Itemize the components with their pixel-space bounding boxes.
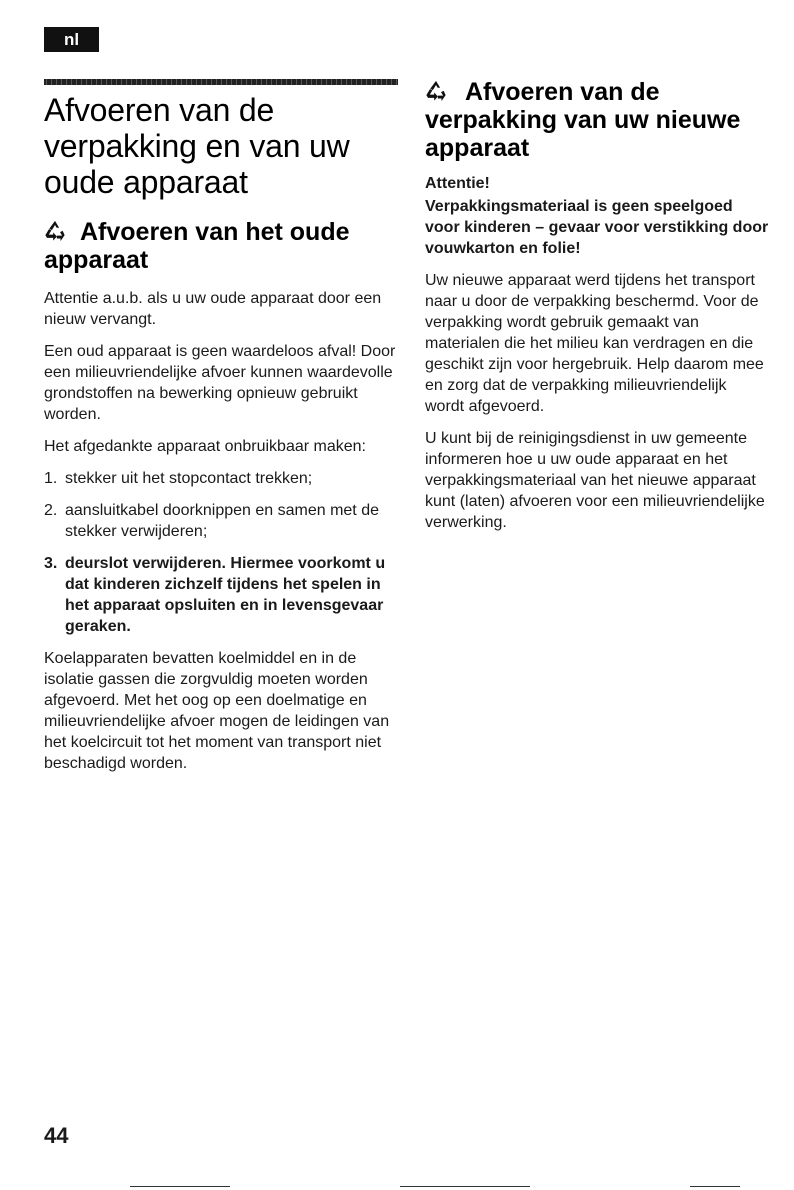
section-heading-text: Afvoeren van de verpakking van uw nieuwe apparaat (425, 78, 741, 162)
section-heading-packaging (425, 78, 770, 162)
disable-steps-list (44, 468, 396, 637)
footer-line (400, 1186, 530, 1187)
attention-label: Attentie! (425, 175, 490, 192)
language-tab: nl (44, 27, 99, 52)
list-number: 2. (44, 502, 58, 519)
paragraph: Uw nieuwe apparaat werd tijdens het transport naar u door de verpakking beschermd. Voor de verpakking wordt gebruik gemaakt van materialen die het milieu kan verdragen en die geschikt zijn voor hergebruik. Help daarom mee en zorg dat de verpakking milieuvriendelijk wordt afgevoerd. (425, 272, 764, 415)
page-title: Afvoeren van de verpakking en van uw oude apparaat (44, 92, 350, 200)
footer-line (690, 1186, 740, 1187)
right-column (425, 78, 770, 533)
paragraph: U kunt bij de reinigingsdienst in uw gemeente informeren hoe u uw oude apparaat en het verpakkingsmateriaal van het nieuwe apparaat kunt (laten) afvoeren voor een milieuvriendelijke verwerking. (425, 430, 765, 531)
section-heading-text: Afvoeren van het oude apparaat (44, 218, 350, 274)
left-column (44, 92, 396, 774)
paragraph: Het afgedankte apparaat onbruikbaar maken: (44, 438, 366, 455)
warning-text: Verpakkingsmateriaal is geen speelgoed voor kinderen – gevaar voor verstikking door vouwkarton en folie! (425, 198, 769, 257)
list-text: stekker uit het stopcontact trekken; (65, 470, 313, 487)
page-number: 44 (44, 1123, 69, 1148)
footer-line (130, 1186, 230, 1187)
paragraph: Attentie a.u.b. als u uw oude apparaat door een nieuw vervangt. (44, 290, 382, 328)
header-rule (44, 79, 398, 85)
paragraph: Een oud apparaat is geen waardeloos afval! Door een milieuvriendelijke afvoer kunnen waardevolle grondstoffen na bewerking opnieuw gebruikt worden. (44, 343, 396, 423)
list-item (44, 500, 396, 542)
list-text: aansluitkabel doorknippen en samen met de stekker verwijderen; (65, 502, 379, 540)
list-text: deurslot verwijderen. Hiermee voorkomt u dat kinderen zichzelf tijdens het spelen in het apparaat opsluiten en in levensgevaar geraken. (65, 555, 386, 635)
paragraph: Koelapparaten bevatten koelmiddel en in de isolatie gassen die zorgvuldig moeten worden afgevoerd. Met het oog op een doelmatige en milieuvriendelijke afvoer mogen de leidingen van het koelcircuit tot het moment van transport niet beschadigd worden. (44, 650, 390, 772)
recycle-icon (44, 220, 66, 242)
section-heading-old-appliance (44, 218, 396, 274)
list-number: 3. (44, 555, 58, 572)
recycle-icon (425, 80, 447, 102)
list-item (44, 553, 396, 637)
list-number: 1. (44, 470, 58, 487)
list-item (44, 468, 396, 489)
